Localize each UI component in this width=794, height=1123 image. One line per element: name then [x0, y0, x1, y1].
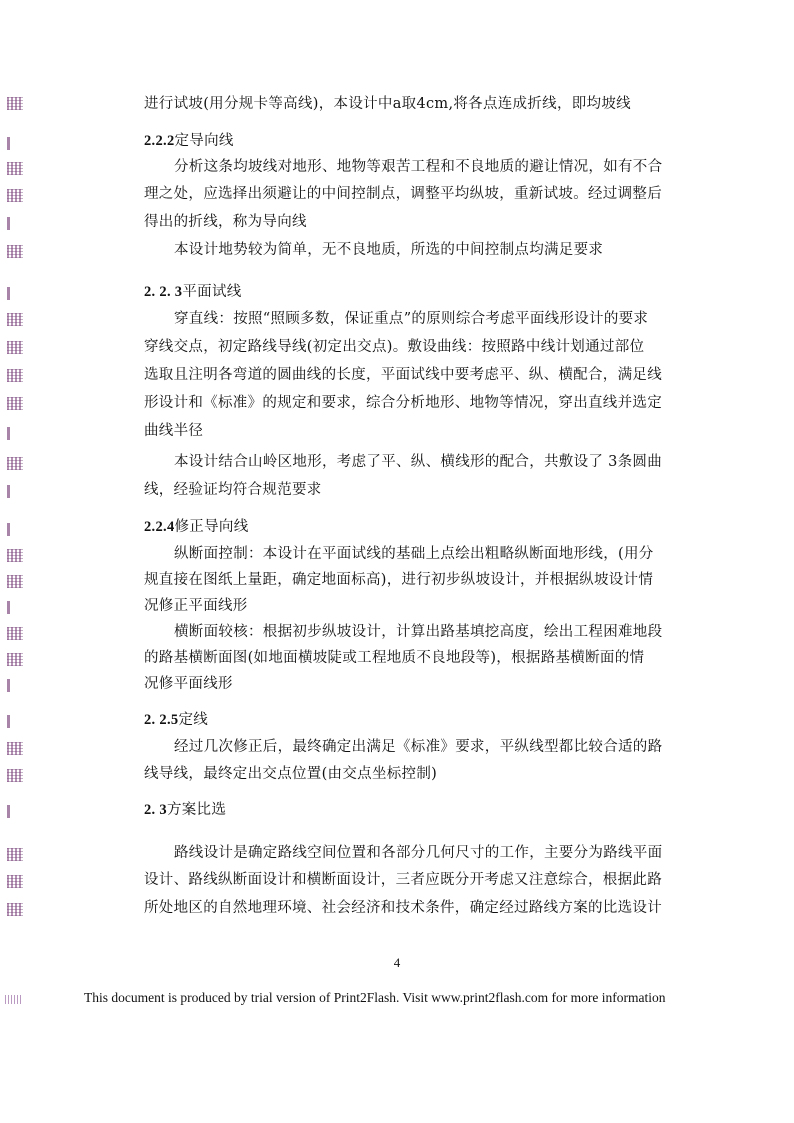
margin-mark: [7, 715, 10, 728]
body-line: 进行试坡(用分规卡等高线)，本设计中a取4cm,将各点连成折线，即均坡线: [144, 96, 631, 112]
margin-mark: [7, 341, 23, 354]
body-line: 经过几次修正后，最终确定出满足《标准》要求，平纵线型都比较合适的路: [174, 739, 663, 755]
margin-mark: [7, 805, 10, 818]
section-title: 平面试线: [182, 284, 242, 300]
margin-mark: [7, 903, 23, 916]
body-line: 纵断面控制：本设计在平面试线的基础上点绘出粗略纵断面地形线，(用分: [174, 546, 654, 562]
body-line: 线，经验证均符合规范要求: [144, 482, 322, 498]
margin-mark: [7, 485, 10, 498]
margin-mark: [7, 287, 10, 300]
body-line: 形设计和《标准》的规定和要求，综合分析地形、地物等情况，穿出直线并选定: [144, 395, 662, 411]
body-line: 得出的折线，称为导向线: [144, 214, 307, 230]
body-line: 况修正平面线形: [144, 598, 248, 614]
section-title: 定线: [178, 712, 209, 728]
section-title: 方案比选: [166, 802, 227, 818]
margin-mark: [7, 137, 10, 150]
section-title: 定导向线: [174, 133, 234, 149]
body-line: 选取且注明各弯道的圆曲线的长度，平面试线中要考虑平、纵、横配合，满足线: [144, 367, 662, 383]
trial-version-footer: This document is produced by trial version of Print2Flash. Visit www.print2flash.com for more information: [84, 990, 666, 1005]
margin-mark: [7, 848, 23, 861]
body-line: 曲线半径: [144, 423, 204, 439]
section-heading: [144, 282, 664, 302]
margin-mark: [7, 653, 23, 666]
body-line: 穿直线：按照“照顾多数，保证重点”的原则综合考虑平面线形设计的要求: [174, 311, 649, 327]
margin-mark: [7, 427, 10, 440]
margin-mark: [7, 523, 10, 536]
margin-mark: [7, 162, 23, 175]
body-line: 所处地区的自然地理环境、社会经济和技术条件，确定经过路线方案的比选设计: [144, 900, 662, 916]
margin-mark: [7, 769, 23, 782]
margin-mark: [7, 627, 23, 640]
body-line: 穿线交点，初定路线导线(初定出交点)。敷设曲线：按照路中线计划通过部位: [144, 339, 645, 355]
margin-mark: [7, 97, 23, 110]
section-title: 修正导向线: [174, 519, 249, 535]
margin-mark: [7, 217, 10, 230]
section-number: 2. 3: [144, 802, 167, 818]
margin-mark: [7, 575, 23, 588]
margin-mark: [7, 397, 23, 410]
body-line: 线导线，最终定出交点位置(由交点坐标控制): [144, 766, 438, 782]
margin-mark: [7, 369, 23, 382]
body-line: 理之处，应选择出须避让的中间控制点，调整平均纵坡，重新试坡。经过调整后: [144, 186, 662, 202]
body-line: 况修平面线形: [144, 676, 233, 692]
page-number: 4: [393, 955, 401, 970]
section-number: 2.2.4: [144, 519, 175, 535]
margin-mark: [7, 457, 23, 470]
margin-mark: [7, 742, 23, 755]
section-heading: [144, 131, 664, 151]
margin-mark: [7, 601, 10, 614]
body-line: 设计、路线纵断面设计和横断面设计，三者应既分开考虑又注意综合，根据此路: [144, 872, 662, 888]
margin-mark: [7, 875, 23, 888]
margin-mark: [7, 679, 10, 692]
section-heading: [144, 710, 664, 730]
margin-mark: [7, 245, 23, 258]
body-line: 本设计结合山岭区地形，考虑了平、纵、横线形的配合，共敷设了 3条圆曲: [174, 454, 663, 470]
body-line: 本设计地势较为简单，无不良地质，所选的中间控制点均满足要求: [174, 242, 604, 258]
body-line: 横断面较核：根据初步纵坡设计，计算出路基填挖高度，绘出工程困难地段: [174, 624, 663, 640]
margin-mark: [7, 549, 23, 562]
section-number: 2. 2.5: [144, 712, 179, 728]
margin-mark: [5, 995, 23, 1004]
body-line: 的路基横断面图(如地面横坡陡或工程地质不良地段等)，根据路基横断面的情: [144, 650, 645, 666]
margin-mark: [7, 189, 23, 202]
body-line: 路线设计是确定路线空间位置和各部分几何尺寸的工作，主要分为路线平面: [174, 845, 663, 861]
section-number: 2.2.2: [144, 133, 175, 149]
body-line: 规直接在图纸上量距，确定地面标高)，进行初步纵坡设计，并根据纵坡设计情: [144, 572, 654, 588]
section-number: 2. 2. 3: [144, 284, 183, 300]
section-heading: [144, 800, 664, 820]
margin-mark: [7, 313, 23, 326]
section-heading: [144, 517, 664, 537]
body-line: 分析这条均坡线对地形、地物等艰苦工程和不良地质的避让情况，如有不合: [174, 159, 663, 175]
